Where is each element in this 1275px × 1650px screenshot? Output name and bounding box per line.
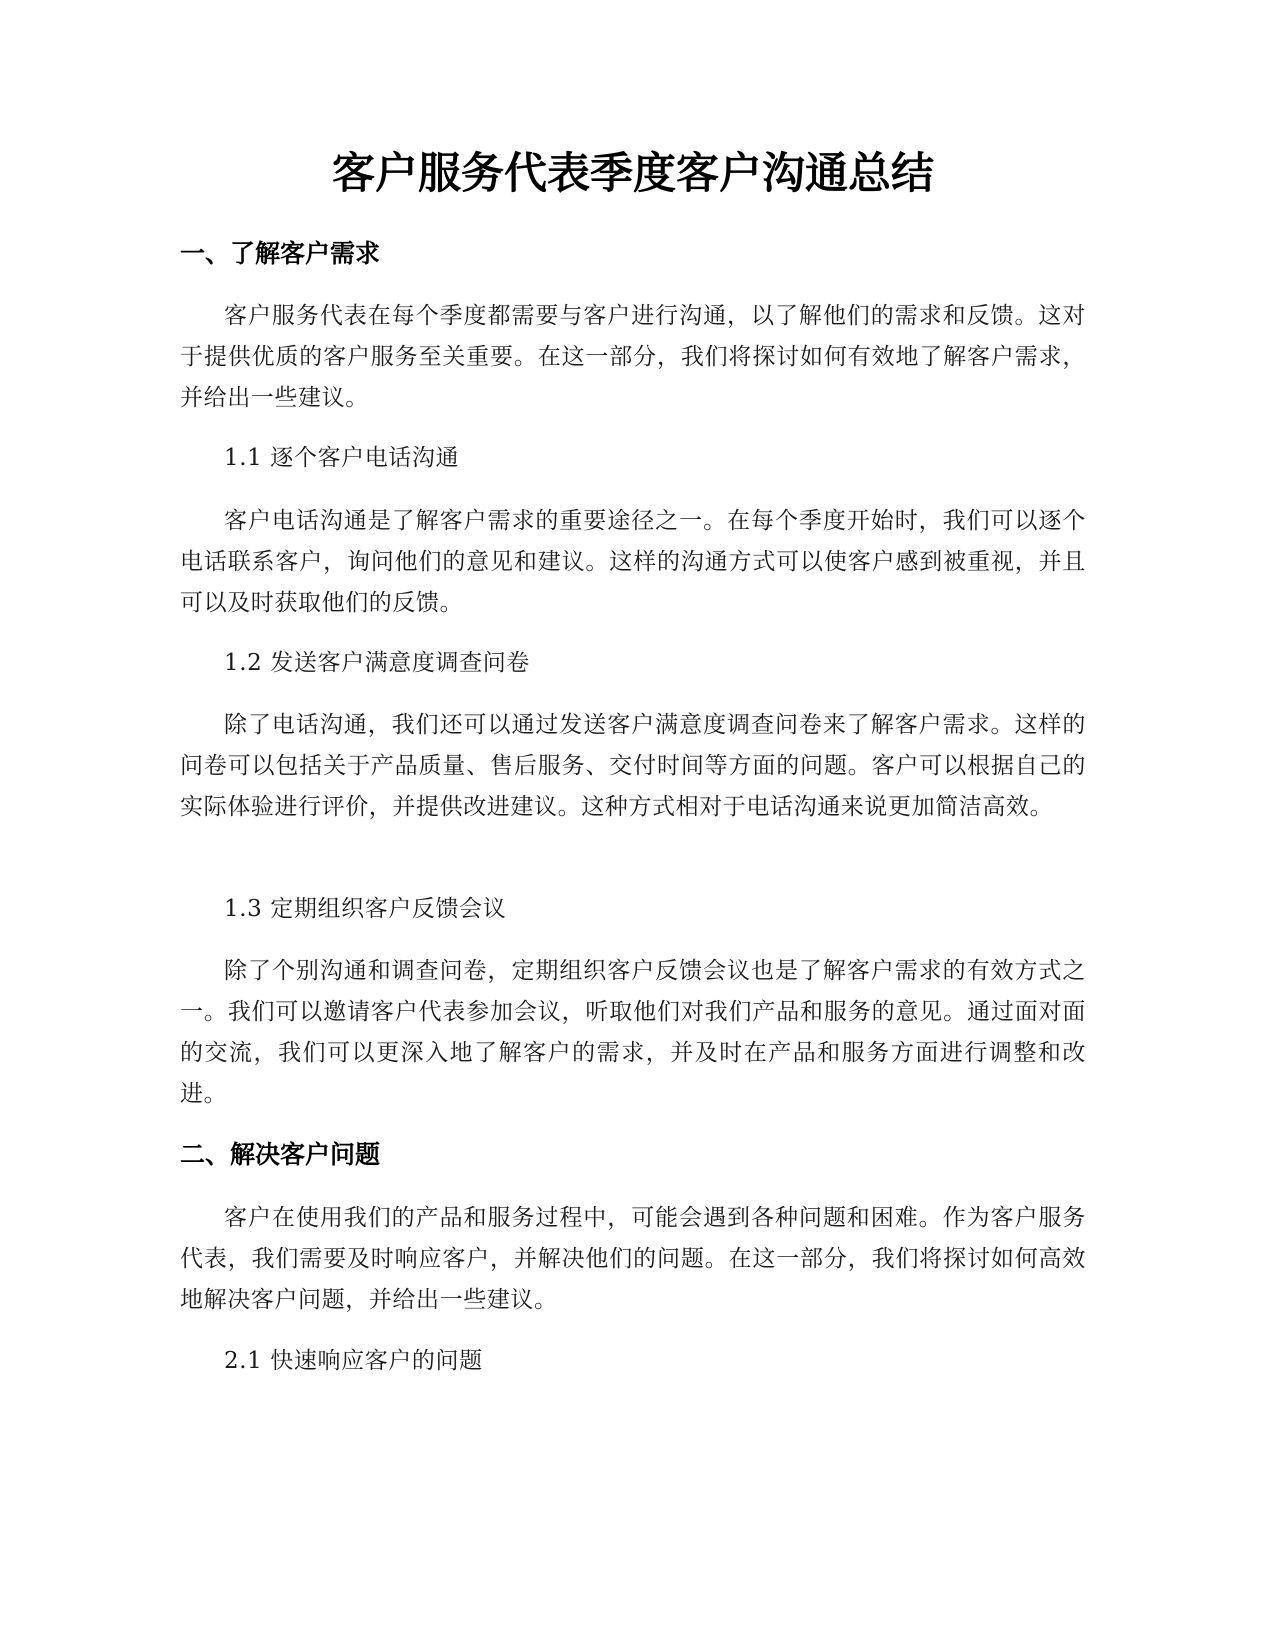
section-heading-2: 二、解决客户问题: [180, 1140, 381, 1169]
subsection-1-1-paragraph: 客户电话沟通是了解客户需求的重要途径之一。在每个季度开始时，我们可以逐个电话联系客户，询问他们的意见和建议。这样的沟通方式可以使客户感到被重视，并且可以及时获取他们的反馈。: [180, 508, 1086, 616]
document-title: 客户服务代表季度客户沟通总结: [332, 149, 934, 199]
subsection-2-1-title: 2.1 快速响应客户的问题: [224, 1348, 483, 1374]
section-2-intro-paragraph: 客户在使用我们的产品和服务过程中，可能会遇到各种问题和困难。作为客户服务代表，我们需要及时响应客户，并解决他们的问题。在这一部分，我们将探讨如何高效地解决客户问题，并给出一些建议。: [180, 1205, 1086, 1313]
subsection-1-3-title: 1.3 定期组织客户反馈会议: [224, 896, 507, 922]
section-heading-1: 一、了解客户需求: [180, 239, 381, 268]
subsection-1-2-title: 1.2 发送客户满意度调查问卷: [224, 650, 530, 676]
subsection-1-3-paragraph: 除了个别沟通和调查问卷，定期组织客户反馈会议也是了解客户需求的有效方式之一。我们可以邀请客户代表参加会议，听取他们对我们产品和服务的意见。通过面对面的交流，我们可以更深入地了解客户的需求，并及时在产品和服务方面进行调整和改进。: [180, 958, 1086, 1107]
section-1-intro-paragraph: 客户服务代表在每个季度都需要与客户进行沟通，以了解他们的需求和反馈。这对于提供优质的客户服务至关重要。在这一部分，我们将探讨如何有效地了解客户需求，并给出一些建议。: [180, 303, 1086, 411]
subsection-1-1-title: 1.1 逐个客户电话沟通: [224, 445, 460, 471]
subsection-1-2-paragraph: 除了电话沟通，我们还可以通过发送客户满意度调查问卷来了解客户需求。这样的问卷可以包括关于产品质量、售后服务、交付时间等方面的问题。客户可以根据自己的实际体验进行评价，并提供改进建议。这种方式相对于电话沟通来说更加简洁高效。: [180, 712, 1086, 820]
